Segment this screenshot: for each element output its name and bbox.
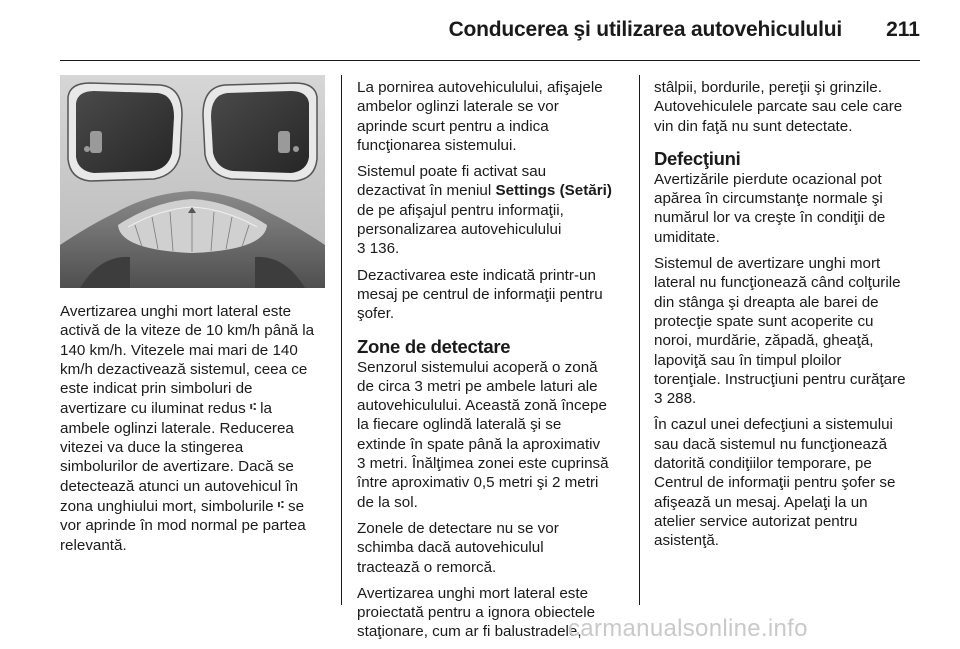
- paragraph-continued: stâlpii, bordurile, pereţii şi grinzile. Autovehiculele parcate sau cele care vin din faţă nu sunt detectate.: [654, 79, 903, 135]
- paragraph-startup: La pornirea autovehiculului, afişajele ambelor oglinzi laterale se vor aprinde scurt pentru a indica funcţionarea sistemului.: [357, 79, 603, 154]
- page-reference: 288.: [666, 390, 697, 408]
- paragraph-system-failure: În cazul unei defecţiuni a sistemului sau dacă sistemul nu funcţionează datorită condiţiilor temporare, pe Centrul de informaţii pentru şofer se afişează un mesaj. Apelaţi la un atelier service autorizat pentru asistenţă.: [654, 416, 896, 550]
- page-title: Conducerea şi utilizarea autovehiculului: [448, 18, 842, 41]
- column-left: [60, 302, 325, 562]
- blind-spot-warning-icon: ⑆: [249, 402, 256, 414]
- section-heading-faults: Defecţiuni: [654, 147, 741, 169]
- paragraph-deactivation: Dezactivarea este indicată printr-un mesaj pe centrul de informaţii pentru şofer.: [357, 266, 603, 323]
- paragraph-missed-warnings: Avertizările pierdute ocazional pot apărea în circumstanţe normale şi numărul lor va creşte în condiţii de umiditate.: [654, 170, 886, 246]
- paragraph-speed-range: Avertizarea unghi mort lateral este activă de la viteze de 10 km/h până la 140 km/h. Vitezele mai mari de 140 km/h dezactivează sistemul, ceea ce este indicat prin simboluri de avertizare cu iluminat redus ⑆ la ambele oglinzi laterale. Reducerea vitezei va duce la stingerea simbolurilor de avertizare. Dacă se detectează atunci un autovehicul în zona unghiului mort, simbolurile ⑆ se vor aprinde în mod normal pe partea relevantă.: [60, 303, 315, 554]
- section-heading-detection-zones: Zone de detectare: [357, 335, 511, 357]
- page-ref-arrow-icon: 3: [357, 240, 366, 258]
- watermark: carmanualsonline.info: [568, 615, 808, 642]
- header-divider: [60, 60, 920, 61]
- paragraph-stationary-objects: Avertizarea unghi mort lateral este proiectată pentru a ignora obiectele staţionare, cum ar fi balustradele,: [357, 584, 596, 641]
- left-mirror: [68, 83, 182, 181]
- page-ref-arrow-icon: 3: [654, 390, 663, 408]
- paragraph-covered-bumper: Sistemul de avertizare unghi mort lateral nu funcţionează când colţurile din stânga şi dreapta ale barei de protecţie spate sunt acoperite cu noroi, murdărie, zăpadă, gheaţă, lapoviţă sau în timpul ploilor torenţiale. Instrucţiuni pentru curăţare 3 288.: [654, 255, 906, 408]
- page-number: 211: [886, 18, 920, 41]
- column-divider-1: [341, 75, 342, 605]
- blind-spot-mirrors-illustration: [60, 75, 325, 288]
- settings-menu-label: Settings (Setări): [495, 182, 612, 200]
- column-middle: [357, 78, 625, 649]
- blind-spot-warning-icon: ⑆: [277, 499, 284, 511]
- paragraph-sensor-range: Senzorul sistemului acoperă o zonă de circa 3 metri pe ambele laturi ale autovehiculului. Această zonă începe la fiecare oglindă laterală şi se extinde în spate până la aproximativ 3 metri. Înălţimea zonei este cuprinsă între aproximativ 0,5 metri şi 2 metri de la sol.: [357, 358, 609, 511]
- paragraph-trailer: Zonele de detectare nu se vor schimba dacă autovehiculul tractează o remorcă.: [357, 519, 559, 576]
- page-reference: 136.: [369, 240, 400, 258]
- column-divider-2: [639, 75, 640, 605]
- column-right: [654, 78, 922, 558]
- right-mirror: [203, 83, 317, 181]
- paragraph-settings: Sistemul poate fi activat sau dezactivat în meniul Settings (Setări) de pe afişajul pentru informaţii, personalizarea autovehiculului 3 136.: [357, 163, 612, 258]
